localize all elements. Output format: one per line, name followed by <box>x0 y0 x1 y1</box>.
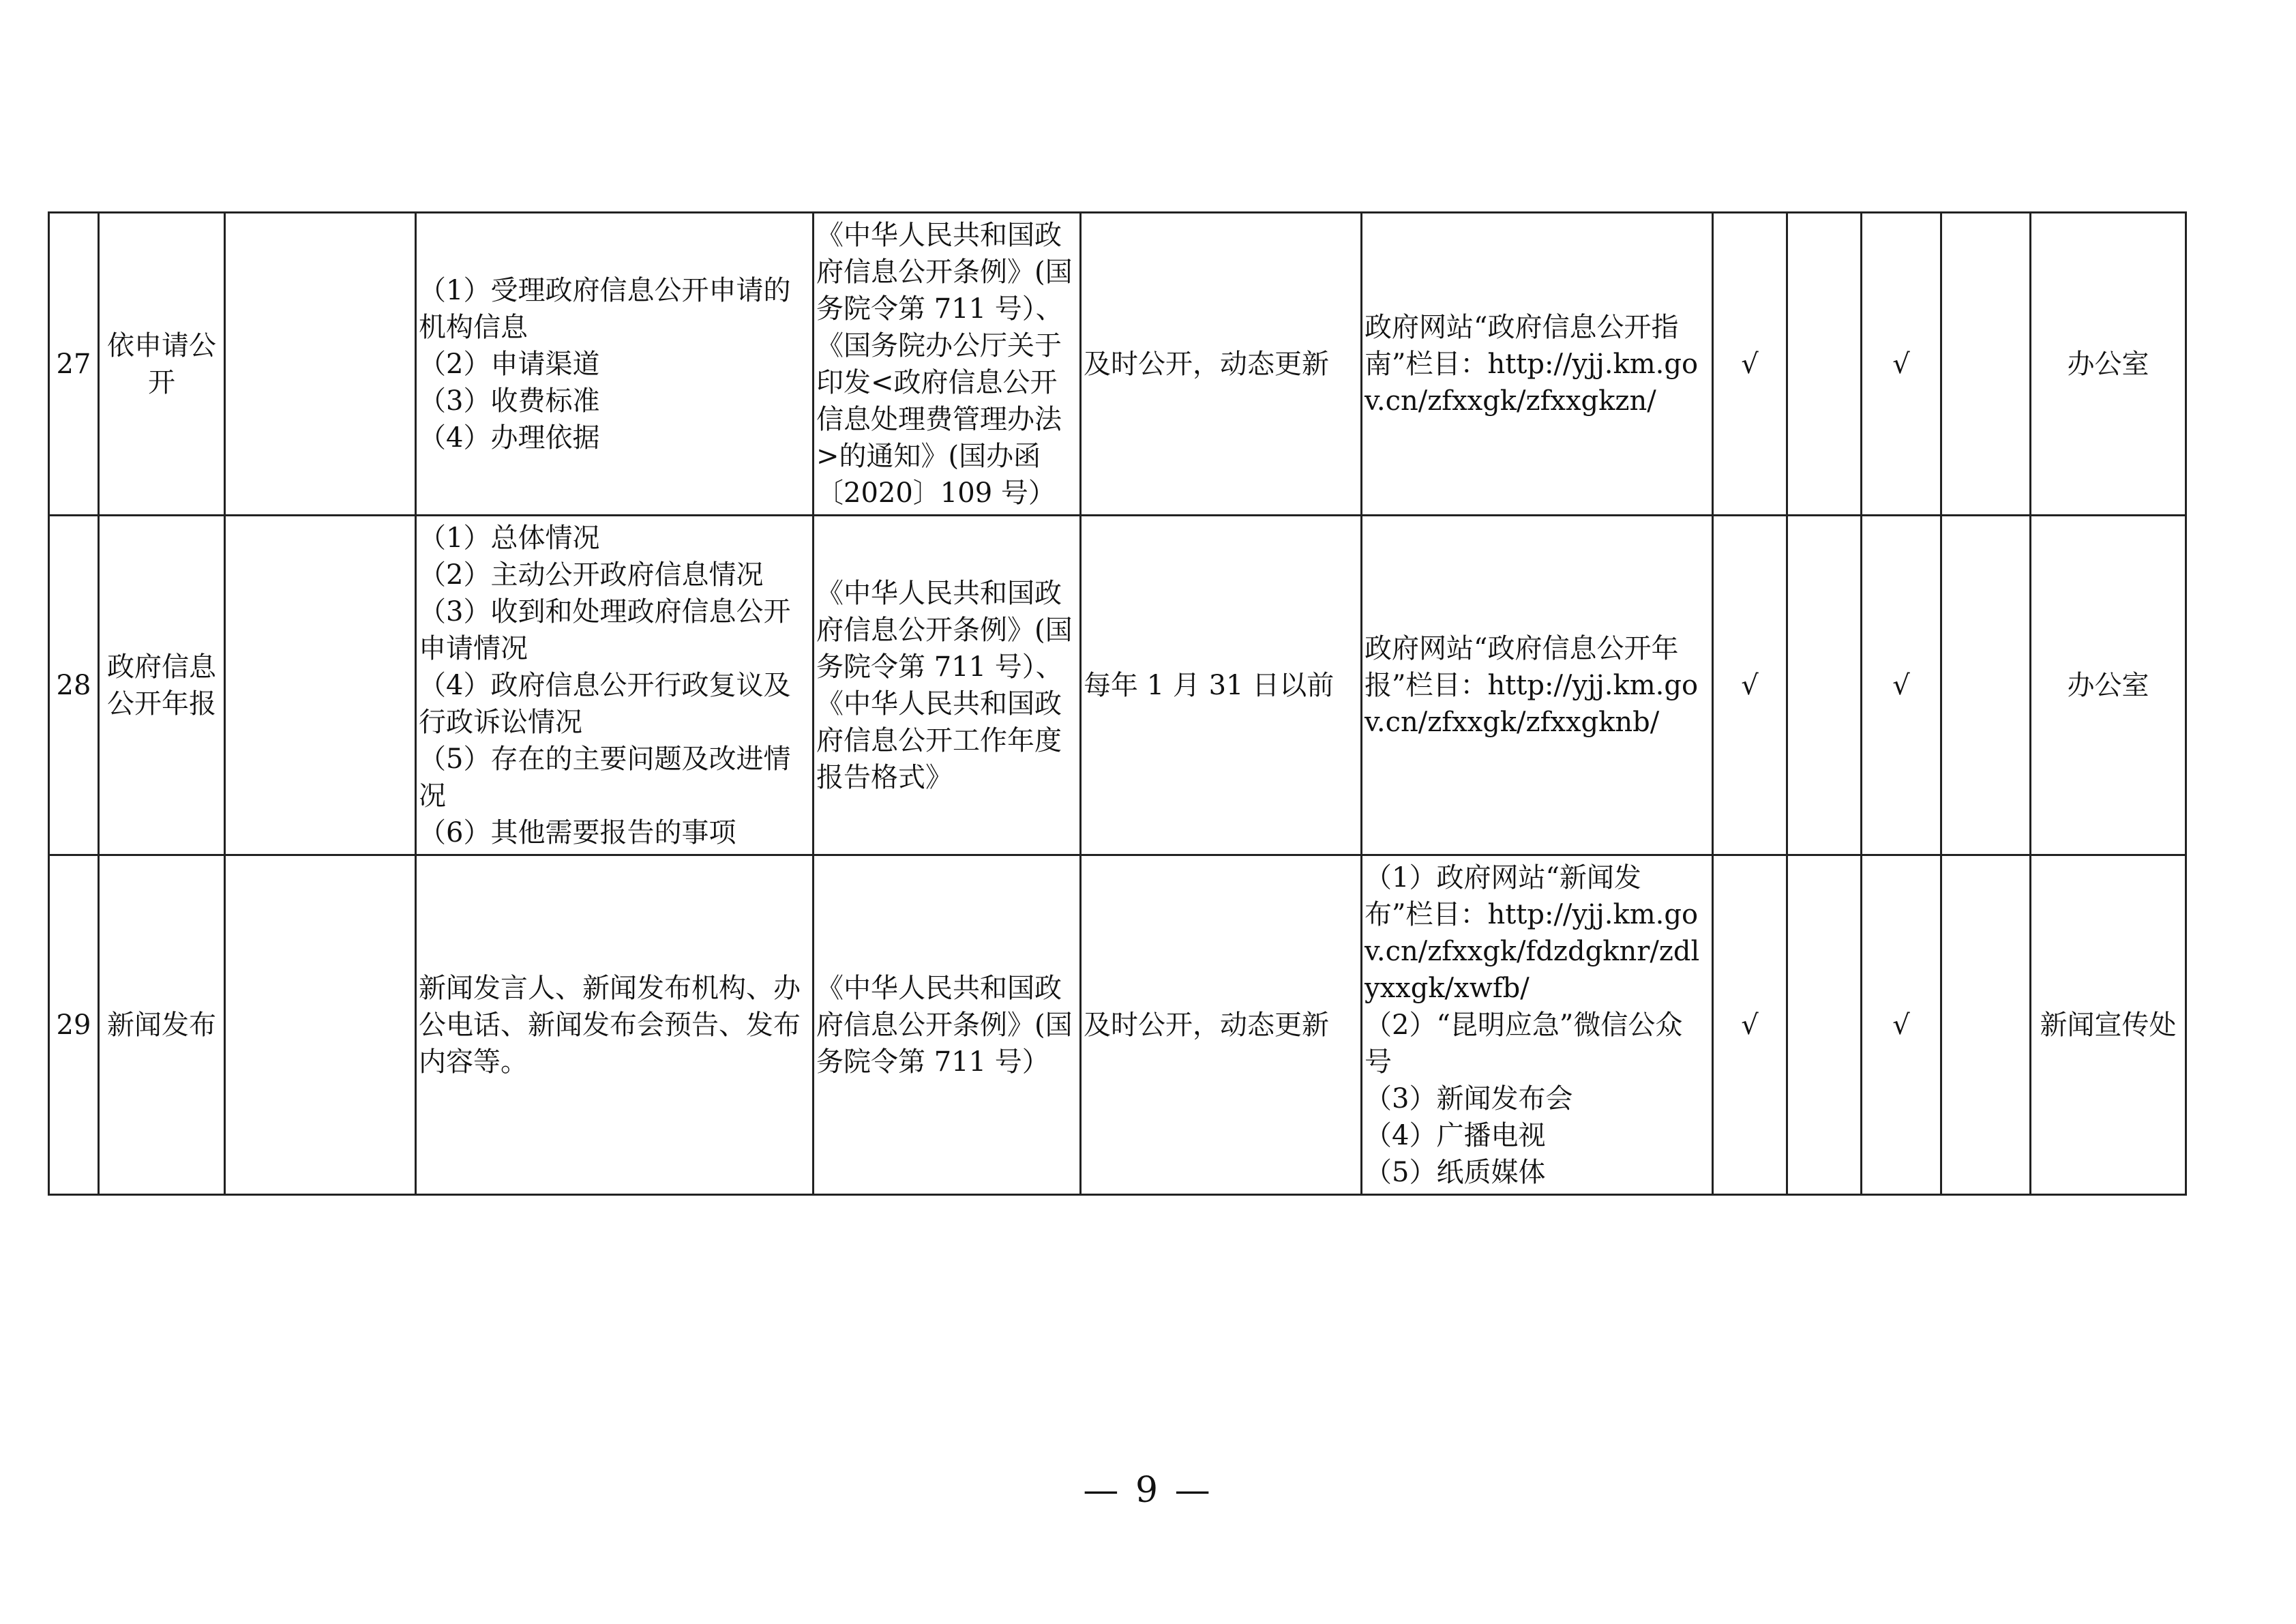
empty-cell <box>225 516 416 855</box>
empty-cell <box>1941 516 2031 855</box>
content-line: （6）其他需要报告的事项 <box>419 816 736 848</box>
channel-line: （1）政府网站“新闻发布”栏目：http://yjj.km.gov.cn/zfxxgk/fdzdgknr/zdlyxxgk/xwfb/ <box>1365 861 1700 1004</box>
responsible-department: 办公室 <box>2031 516 2186 855</box>
item-category: 依申请公开 <box>99 213 225 516</box>
item-category: 新闻发布 <box>99 855 225 1195</box>
check-mark: √ <box>1713 213 1787 516</box>
empty-cell <box>1787 213 1862 516</box>
check-mark: √ <box>1862 855 1941 1195</box>
item-time-limit: 每年 1 月 31 日以前 <box>1081 516 1362 855</box>
empty-cell <box>1941 213 2031 516</box>
item-channel <box>1362 516 1713 855</box>
channel-line: （5）纸质媒体 <box>1365 1156 1546 1188</box>
content-line: （4）办理依据 <box>419 422 600 454</box>
item-content <box>416 516 814 855</box>
item-number: 27 <box>49 213 99 516</box>
item-basis: 《中华人民共和国政府信息公开条例》(国务院令第 711 号）、《中华人民共和国政府信息公开工作年度报告格式》 <box>814 516 1081 855</box>
empty-cell <box>1787 516 1862 855</box>
content-line: （3）收到和处理政府信息公开申请情况 <box>419 595 791 664</box>
item-content <box>416 855 814 1195</box>
channel-line: 政府网站“政府信息公开年报”栏目：http://yjj.km.gov.cn/zfxxgk/zfxxgknb/ <box>1365 632 1699 738</box>
item-content <box>416 213 814 516</box>
empty-cell <box>225 855 416 1195</box>
responsible-department: 新闻宣传处 <box>2031 855 2186 1195</box>
channel-line: （2）“昆明应急”微信公众号 <box>1365 1009 1683 1078</box>
content-line: 新闻发言人、新闻发布机构、办公电话、新闻发布会预告、发布内容等。 <box>419 972 801 1078</box>
item-category: 政府信息公开年报 <box>99 516 225 855</box>
item-number: 29 <box>49 855 99 1195</box>
item-channel <box>1362 855 1713 1195</box>
item-basis: 《中华人民共和国政府信息公开条例》(国务院令第 711 号） <box>814 855 1081 1195</box>
channel-line: （3）新闻发布会 <box>1365 1082 1573 1114</box>
channel-line: （4）广播电视 <box>1365 1119 1546 1151</box>
content-line: （2）申请渠道 <box>419 348 600 380</box>
check-mark: √ <box>1862 516 1941 855</box>
empty-cell <box>1787 855 1862 1195</box>
table-row <box>49 213 2186 516</box>
empty-cell <box>225 213 416 516</box>
responsible-department: 办公室 <box>2031 213 2186 516</box>
content-line: （2）主动公开政府信息情况 <box>419 559 764 591</box>
item-number: 28 <box>49 516 99 855</box>
page-number: — 9 — <box>1083 1470 1213 1511</box>
table-row <box>49 516 2186 855</box>
empty-cell <box>1941 855 2031 1195</box>
channel-line: 政府网站“政府信息公开指南”栏目：http://yjj.km.gov.cn/zfxxgk/zfxxgkzn/ <box>1365 311 1699 417</box>
check-mark: √ <box>1862 213 1941 516</box>
table-row <box>49 855 2186 1195</box>
check-mark: √ <box>1713 516 1787 855</box>
check-mark: √ <box>1713 855 1787 1195</box>
item-basis: 《中华人民共和国政府信息公开条例》(国务院令第 711 号）、《国务院办公厅关于印发<政府信息公开信息处理费管理办法>的通知》(国办函〔2020〕109 号） <box>814 213 1081 516</box>
content-line: （5）存在的主要问题及改进情况 <box>419 743 791 812</box>
content-line: （1）总体情况 <box>419 522 600 554</box>
content-line: （4）政府信息公开行政复议及行政诉讼情况 <box>419 669 791 738</box>
content-line: （3）收费标准 <box>419 385 600 417</box>
item-time-limit: 及时公开，动态更新 <box>1081 855 1362 1195</box>
item-channel <box>1362 213 1713 516</box>
content-line: （1）受理政府信息公开申请的机构信息 <box>419 274 791 343</box>
item-time-limit: 及时公开，动态更新 <box>1081 213 1362 516</box>
disclosure-table <box>48 211 2187 1196</box>
